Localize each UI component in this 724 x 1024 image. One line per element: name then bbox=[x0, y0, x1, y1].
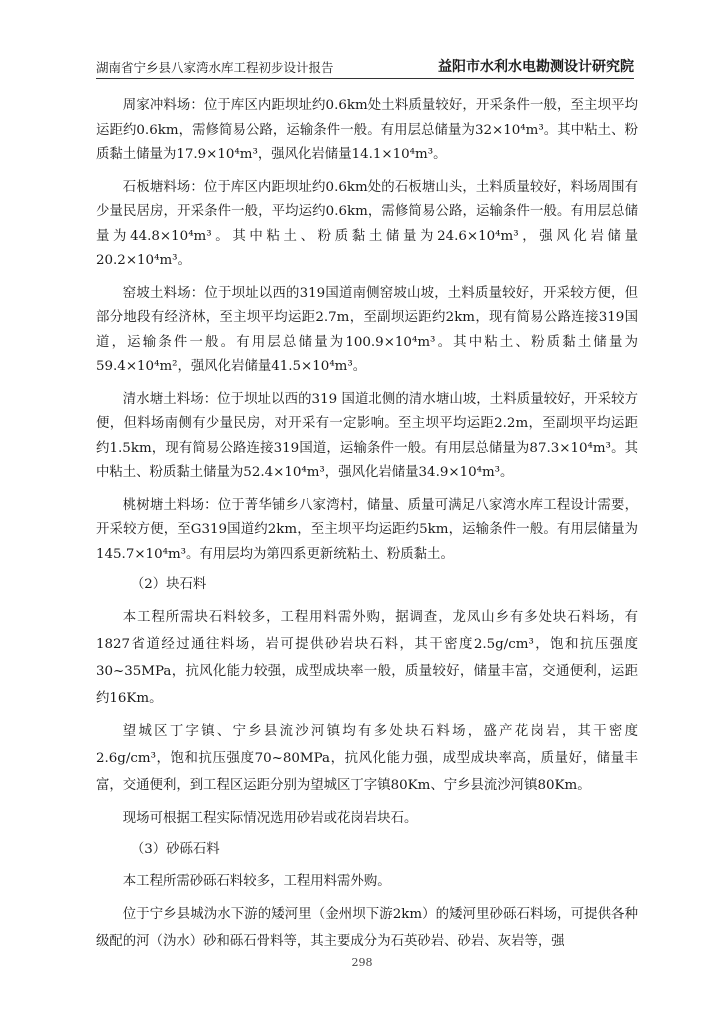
section-heading-gravel: （3）砂砾石料 bbox=[130, 841, 220, 857]
page-header bbox=[96, 52, 634, 79]
paragraph-gravel-1: 本工程所需砂砾石料较多，工程用料需外购。 bbox=[122, 874, 391, 889]
paragraph-shibantang: 石板塘料场：位于库区内距坝址约0.6km处的石板塘山头，土料质量较好，料场周围有少量民居房，开采条件一般，平均运约0.6km，需修简易公路，运输条件一般。有用层总储量为44.8×10⁴m³。其中粘土、粉质黏土储量为24.6×10⁴m³，强风化岩储量20.2×10⁴m³。 bbox=[96, 179, 638, 268]
paragraph-gravel-2: 位于宁乡县城沩水下游的矮河里（金州坝下游2km）的矮河里砂砾石料场，可提供各种级配的河（沩水）砂和砾石骨料等，其主要成分为石英砂岩、砂岩、灰岩等，强 bbox=[96, 907, 638, 949]
paragraph-zhoujiachong: 周家冲料场：位于库区内距坝址约0.6km处土料质量较好，开采条件一般，至主坝平均运距约0.6km，需修简易公路，运输条件一般。有用层总储量为32×10⁴m³。其中粘土、粉质黏土储量为17.9×10⁴m³，强风化岩储量14.1×10⁴m³。 bbox=[96, 98, 638, 162]
report-title: 湖南省宁乡县八家湾水库工程初步设计报告 bbox=[96, 60, 334, 75]
paragraph-block-stone-1: 本工程所需块石料较多，工程用料需外购，据调查，龙凤山乡有多处块石料场，有1827省道经过通往料场，岩可提供砂岩块石料，其干密度2.5g/cm³，饱和抗压强度30~35MPa，抗风化能力较强，成型成块率一般，质量较好，储量丰富，交通便利，运距约16Km。 bbox=[96, 609, 638, 706]
paragraph-yaopo: 窑坡土料场：位于坝址以西的319国道南侧窑坡山坡，土料质量较好，开采较方便，但部分地段有经济林，至主坝平均运距2.7m，至副坝运距约2km，现有简易公路连接319国道，运输条件一般。有用层总储量为100.9×10⁴m³。其中粘土、粉质黏土储量为59.4×10⁴m²，强风化岩储量41.5×10⁴m³。 bbox=[96, 285, 638, 374]
institute-name: 益阳市水利水电勘测设计研究院 bbox=[438, 59, 634, 75]
paragraph-block-stone-3: 现场可根据工程实际情况选用砂岩或花岗岩块石。 bbox=[122, 810, 418, 826]
paragraph-qingshuitang: 清水塘土料场：位于坝址以西的319 国道北侧的清水塘山坡，土料质量较好，开采较方便，但料场南侧有少量民房，对开采有一定影响。至主坝平均运距2.2m，至副坝平均运距约1.5km，现有简易公路连接319国道，运输条件一般。有用层总储量为87.3×10⁴m³。其中粘土、粉质黏土储量为52.4×10⁴m³，强风化岩储量34.9×10⁴m³。 bbox=[96, 391, 638, 480]
document-body bbox=[96, 94, 638, 955]
paragraph-block-stone-2: 望城区丁字镇、宁乡县流沙河镇均有多处块石料场，盛产花岗岩，其干密度2.6g/cm³，饱和抗压强度70~80MPa，抗风化能力强，成型成块率高，质量好，储量丰富，交通便利，到工程区运距分别为望城区丁字镇80Km、宁乡县流沙河镇80Km。 bbox=[96, 723, 638, 793]
section-heading-block-stone: （2）块石料 bbox=[130, 577, 207, 592]
page-number: 298 bbox=[351, 956, 373, 969]
paragraph-taoshutang: 桃树塘土料场：位于菁华铺乡八家湾村，储量、质量可满足八家湾水库工程设计需要，开采较方便，至G319国道约2km，至主坝平均运距约5km，运输条件一般。有用层储量为145.7×10⁴m³。有用层均为第四系更新统粘土、粉质黏土。 bbox=[96, 497, 638, 562]
